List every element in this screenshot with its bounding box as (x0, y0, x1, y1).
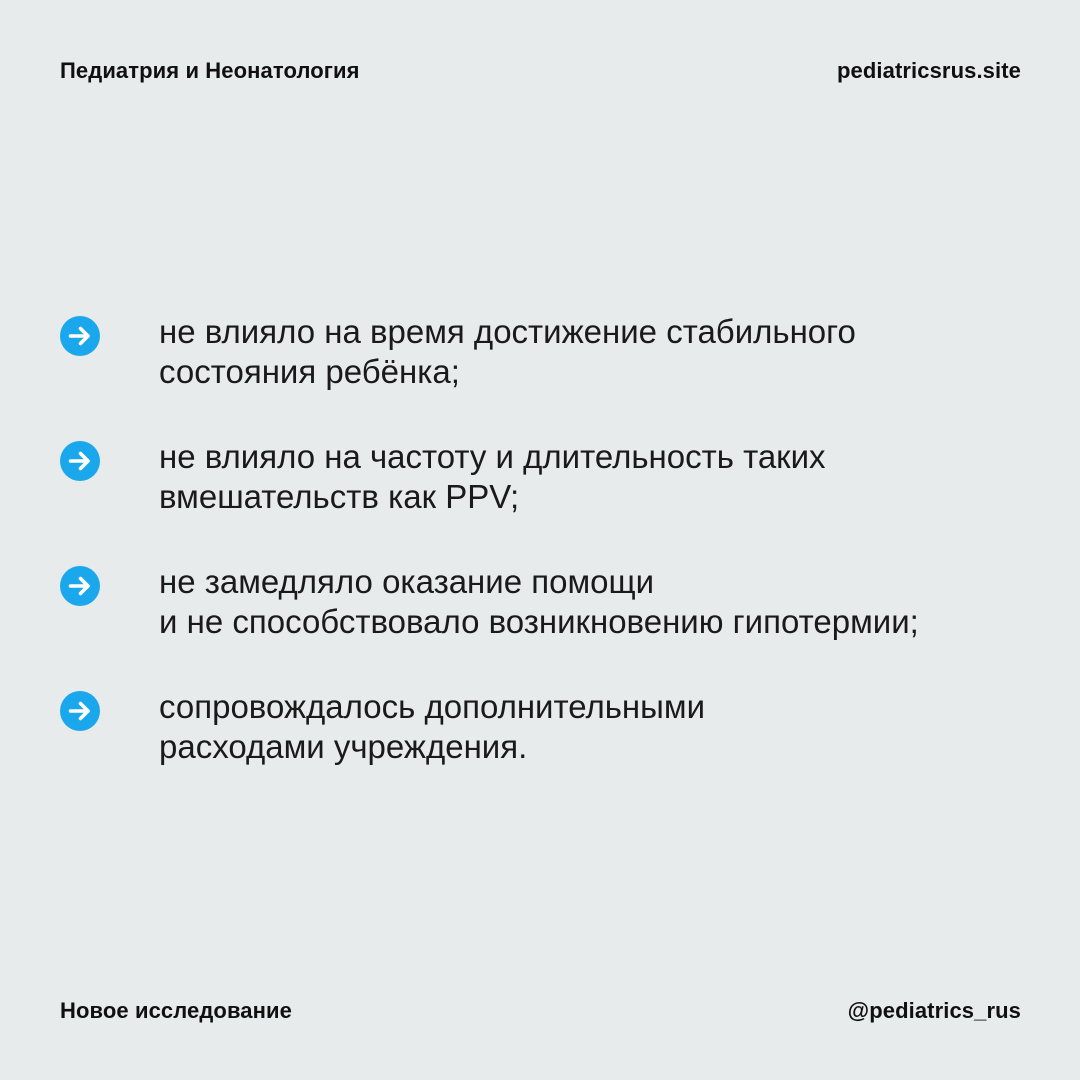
list-item-text: сопровождалось дополнительными расходами учреждения. (159, 688, 705, 765)
post-category: Новое исследование (60, 998, 292, 1023)
arrow-right-circle-icon (60, 691, 100, 731)
arrow-right-circle-icon (60, 316, 100, 356)
list-item-text: не влияло на время достижение стабильного состояния ребёнка; (159, 313, 856, 390)
account-handle[interactable]: @pediatrics_rus (847, 998, 1021, 1023)
findings-list (60, 312, 1020, 812)
brand-title: Педиатрия и Неонатология (60, 58, 360, 83)
list-item-text: не влияло на частоту и длительность таких вмешательств как PPV; (159, 438, 826, 515)
list-item (60, 437, 1020, 562)
list-item (60, 687, 1020, 812)
list-item-text: не замедляло оказание помощи и не способствовало возникновению гипотермии; (159, 563, 919, 640)
arrow-right-circle-icon (60, 441, 100, 481)
site-link[interactable]: pediatricsrus.site (837, 58, 1021, 83)
list-item (60, 562, 1020, 687)
list-item (60, 312, 1020, 437)
arrow-right-circle-icon (60, 566, 100, 606)
